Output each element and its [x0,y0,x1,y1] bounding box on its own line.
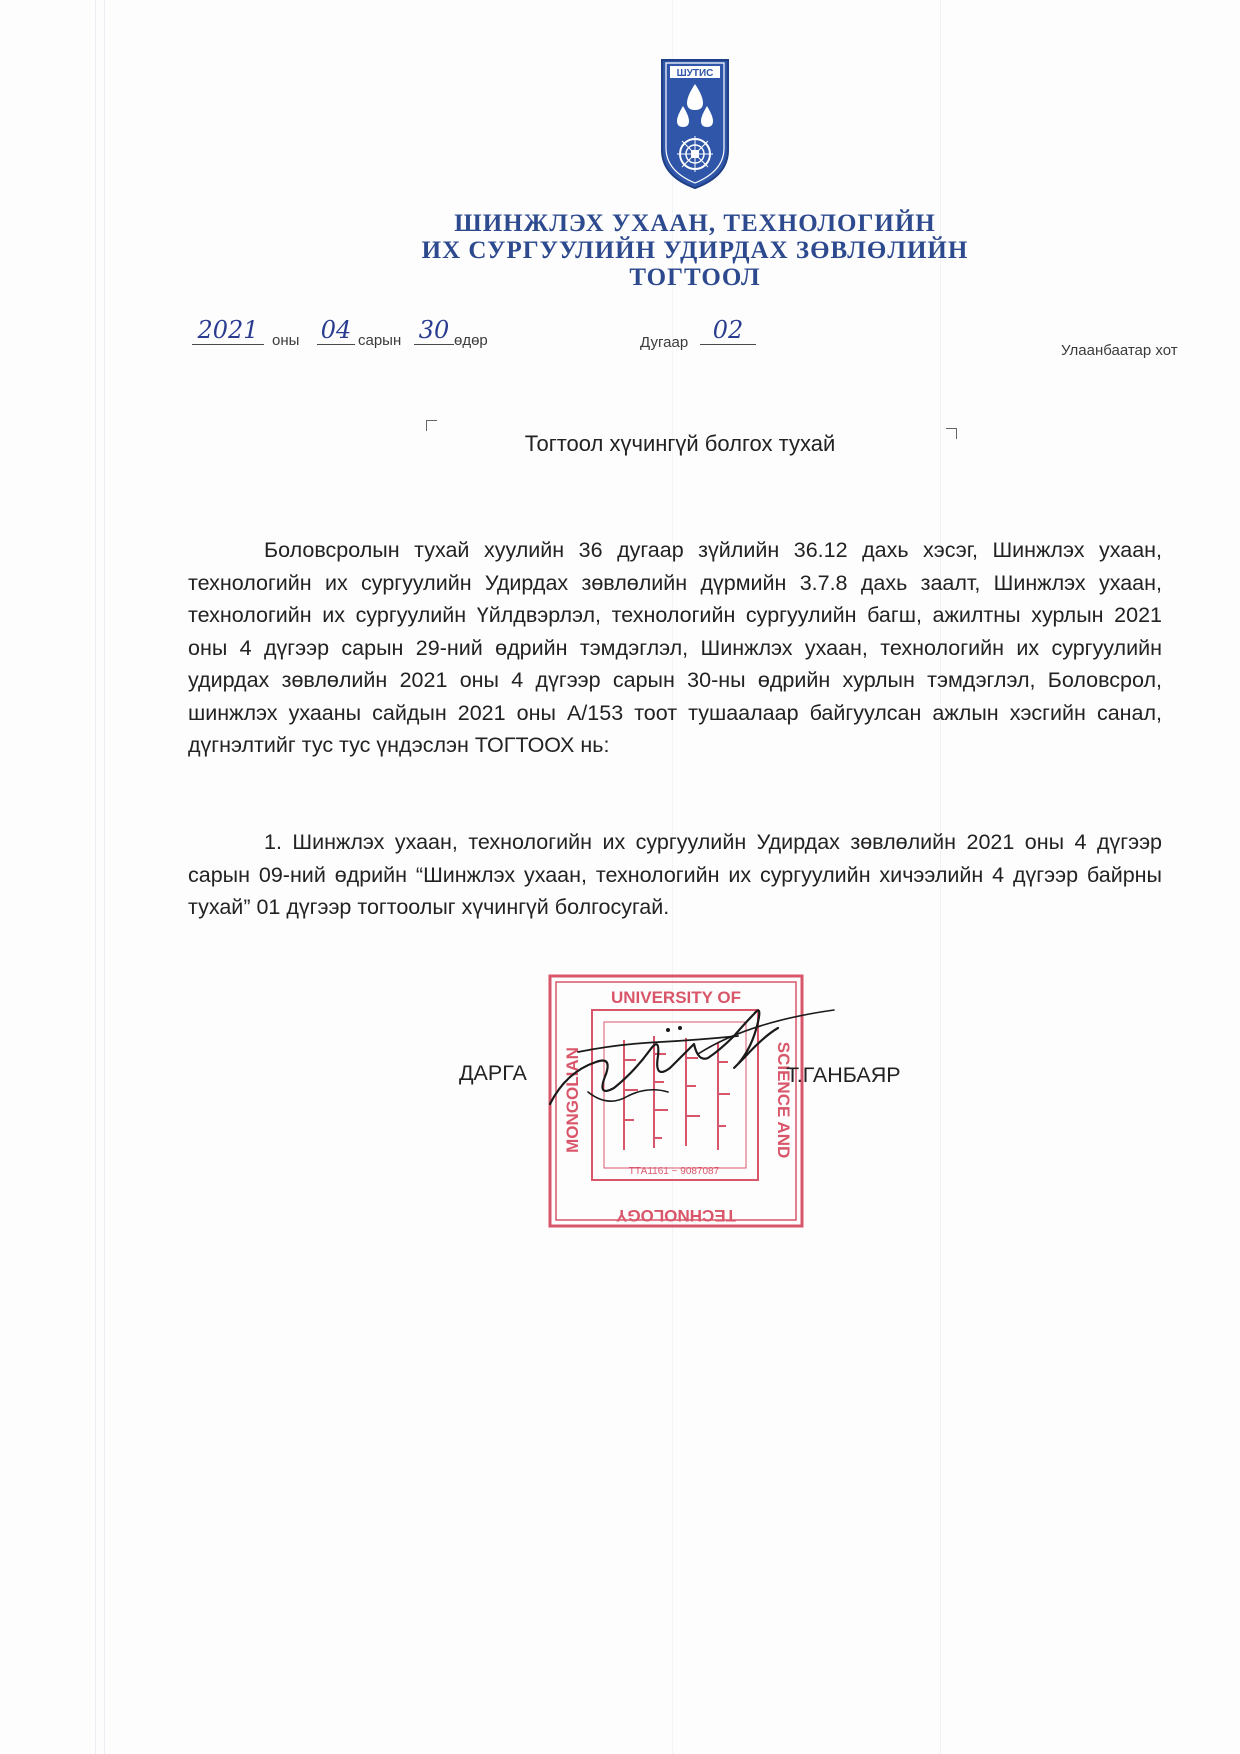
scan-artifact-line [95,0,96,1754]
university-crest-icon [660,58,730,190]
date-day-suffix: өдөр [454,332,488,349]
date-day: 30 [414,316,454,345]
document-number: 02 [700,316,756,345]
date-year-suffix: оны [272,332,300,349]
signer-name: Т.ГАНБАЯР [786,1063,901,1087]
stamp-bottom-text: TECHNOLOGY [616,1206,736,1225]
institution-line-2: ИХ СУРГУУЛИЙН УДИРДАХ ЗӨВЛӨЛИЙН [421,237,969,264]
institution-line-1: ШИНЖЛЭХ УХААН, ТЕХНОЛОГИЙН [454,210,936,237]
scan-artifact-line [104,0,105,1754]
date-year: 2021 [192,316,264,345]
date-month: 04 [317,316,355,345]
stamp-register-text: ТТА1161 ~ 9087087 [628,1166,720,1177]
date-month-suffix: сарын [358,332,402,349]
document-type: ТОГТООЛ [629,264,761,291]
stamp-right-text: SCIENCE AND [774,1041,793,1159]
body-paragraph-2: 1. Шинжлэх ухаан, технологийн их сургуулийн Удирдах зөвлөлийн 2021 оны 4 дүгээр сарын 09-ний өдрийн “Шинжлэх ухаан, технологийн их сургуулийн хичээлийн 4 дүгээр байрны тухай” 01 дүгээр тогтоолыг хүчингүй болгосугай. [188,830,1162,919]
institution-name [300,210,1090,291]
signer-role: ДАРГА [459,1061,527,1085]
subject-corner-mark [426,420,437,431]
stamp-left-text: MONGOLIAN [563,1047,582,1153]
crest-label: ШУТИС [676,68,714,79]
number-label: Дугаар [640,334,689,351]
date-line [190,316,1178,362]
handwritten-signature [548,992,838,1122]
document-subject: Тогтоол хүчингүй болгох тухай [524,431,836,456]
stamp-top-text: UNIVERSITY OF [610,988,742,1007]
body-paragraph-1: Боловсролын тухай хуулийн 36 дугаар зүйлийн 36.12 дахь хэсэг, Шинжлэх ухаан, технологийн их сургуулийн Удирдах зөвлөлийн дүрмийн 3.7.8 дахь заалт, Шинжлэх ухаан, технологийн их сургуулийн Үйлдвэрлэл, технологийн сургуулийн багш, ажилтны хурлын 2021 оны 4 дүгээр сарын 29-ний өдрийн тэмдэглэл, Шинжлэх ухаан, технологийн их сургуулийн удирдах зөвлөлийн 2021 оны 4 дүгээр сарын 30-ны өдрийн хурлын тэмдэглэл, Боловсрол, шинжлэх ухааны сайдын 2021 оны А/153 тоот тушаалаар байгуулсан ажлын хэсгийн санал, дүгнэлтийг тус тус үндэслэн ТОГТООХ нь: [188,538,1162,757]
place: Улаанбаатар хот [1061,342,1178,359]
